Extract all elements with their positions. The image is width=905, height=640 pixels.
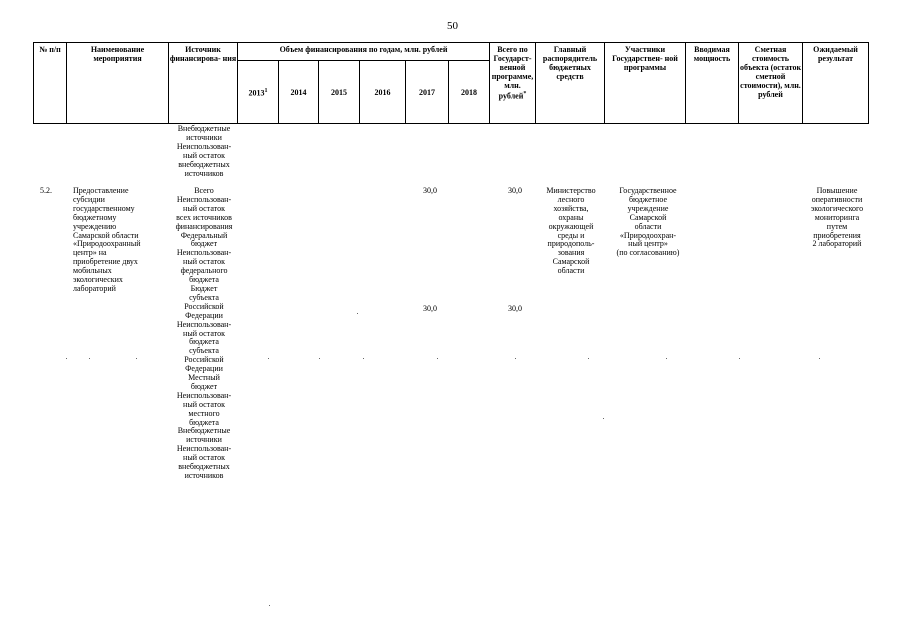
- text-line: Неиспользован-: [176, 248, 232, 258]
- text-line: Самарской области: [73, 230, 139, 240]
- header-manager: Главный распорядитель бюджетных средств: [542, 45, 598, 81]
- text-line: природополь-: [547, 239, 595, 249]
- text-line: ный остаток: [183, 399, 225, 409]
- text-line: путем: [826, 221, 848, 231]
- text-line: Неиспользован-: [176, 444, 232, 454]
- funding-sources: [162, 187, 246, 481]
- text-line: государственному: [73, 203, 135, 213]
- text-line: Федеральный: [180, 230, 228, 240]
- text-line: учреждению: [73, 221, 117, 231]
- text-line: центр» на: [73, 248, 107, 258]
- text-line: мобильных: [73, 266, 112, 276]
- year-2018: 2018: [461, 88, 477, 97]
- header-capacity: Вводимая мощность: [693, 45, 731, 63]
- budget-manager: [533, 187, 609, 276]
- text-line: ный остаток: [183, 150, 225, 160]
- text-line: охраны: [558, 212, 584, 222]
- text-line: Федерации: [185, 364, 223, 374]
- year-2016: 2016: [374, 88, 391, 97]
- text-line: Государственное: [619, 186, 677, 195]
- text-line: ный центр»: [628, 239, 668, 249]
- continued-sources: [162, 125, 246, 178]
- text-line: ный остаток: [183, 203, 225, 213]
- text-line: субсидии: [73, 194, 105, 204]
- text-line: Внебюджетные: [177, 426, 231, 436]
- value-2017-total: 30,0: [423, 186, 437, 195]
- year-2013: 2013$^1$: [248, 88, 268, 98]
- value-2017-subject-budget: 30,0: [423, 304, 437, 313]
- text-line: оперативности: [811, 194, 863, 204]
- header-name: Наименование мероприятия: [90, 45, 145, 63]
- header-participants: Участники Государствен- ной программы: [612, 45, 678, 72]
- text-line: (по согласованию): [616, 248, 680, 258]
- text-line: экологических: [73, 275, 123, 285]
- text-line: Неиспользован-: [176, 319, 232, 329]
- text-line: внебюджетных: [178, 159, 230, 169]
- program-participants: [603, 187, 693, 258]
- text-line: зования: [557, 248, 585, 258]
- text-line: местного: [188, 408, 220, 418]
- text-line: Самарской: [552, 257, 590, 267]
- header-volume: Объем финансирования по годам, млн. рублей: [279, 45, 448, 54]
- text-line: мониторинга: [814, 212, 860, 222]
- text-line: «Природоохран-: [619, 230, 677, 240]
- table-header: [33, 42, 869, 124]
- text-line: Внебюджетные: [177, 124, 231, 133]
- text-line: субъекта: [189, 292, 219, 302]
- text-line: 2 лабораторий: [812, 239, 862, 249]
- text-line: лесного: [557, 194, 585, 204]
- header-total: Всего по Государст- венной программе, млн. рублей*: [491, 45, 534, 101]
- text-line: ный остаток: [183, 257, 225, 267]
- expected-result: [800, 187, 874, 249]
- year-2015: 2015: [331, 88, 347, 97]
- text-line: бюджет: [190, 239, 218, 249]
- text-line: бюджета: [189, 417, 219, 427]
- text-line: Федерации: [185, 310, 223, 320]
- text-line: приобретения: [813, 230, 861, 240]
- text-line: финансирования: [175, 221, 233, 231]
- text-line: бюджет: [190, 381, 218, 391]
- text-line: Местный: [188, 373, 220, 383]
- text-line: федерального: [180, 266, 228, 276]
- header-number: № п/п: [39, 45, 61, 54]
- text-line: бюджетному: [73, 212, 117, 222]
- text-line: среды и: [557, 230, 585, 240]
- text-line: источников: [184, 168, 224, 178]
- page-number: 50: [447, 20, 458, 32]
- text-line: Предоставление: [73, 186, 129, 195]
- text-line: бюджета: [189, 337, 219, 347]
- text-line: Неиспользован-: [176, 194, 232, 204]
- text-line: Неиспользован-: [176, 141, 232, 151]
- text-line: бюджетное: [628, 194, 668, 204]
- text-line: всех источников: [176, 212, 232, 222]
- text-line: учреждение: [627, 203, 669, 213]
- text-line: области: [557, 266, 585, 276]
- text-line: экологического: [810, 203, 864, 213]
- header-result: Ожидаемый результат: [813, 45, 858, 63]
- activity-name: [73, 187, 173, 294]
- text-line: окружающей: [548, 221, 594, 231]
- text-line: ный остаток: [183, 328, 225, 338]
- year-2014: 2014: [290, 88, 307, 97]
- text-line: внебюджетных: [178, 462, 230, 472]
- text-line: ный остаток: [183, 453, 225, 463]
- text-line: источники: [186, 435, 222, 445]
- text-line: Всего: [194, 186, 214, 195]
- row-number: 5.2.: [40, 186, 52, 195]
- value-program-subject-budget: 30,0: [508, 304, 522, 313]
- text-line: хозяйства,: [553, 203, 589, 213]
- text-line: Неиспользован-: [176, 390, 232, 400]
- text-line: Министерство: [546, 186, 596, 195]
- text-line: источники: [186, 132, 222, 142]
- text-line: источников: [184, 471, 224, 480]
- text-line: Российской: [184, 355, 224, 365]
- value-program-total: 30,0: [508, 186, 522, 195]
- text-line: бюджета: [189, 275, 219, 285]
- text-line: области: [634, 221, 662, 231]
- header-source: Источник финансирова- ния: [169, 45, 237, 63]
- text-line: «Природоохранный: [73, 239, 141, 249]
- text-line: Бюджет: [190, 283, 218, 293]
- text-line: лабораторий: [73, 283, 116, 293]
- year-2017: 2017: [419, 88, 435, 97]
- text-line: Самарской: [629, 212, 667, 222]
- text-line: Повышение: [816, 186, 858, 195]
- text-line: субъекта: [189, 346, 219, 356]
- text-line: приобретение двух: [73, 257, 138, 267]
- text-line: Российской: [184, 301, 224, 311]
- header-cost: Сметная стоимость объекта (остаток сметной стоимости), млн. рублей: [739, 45, 802, 99]
